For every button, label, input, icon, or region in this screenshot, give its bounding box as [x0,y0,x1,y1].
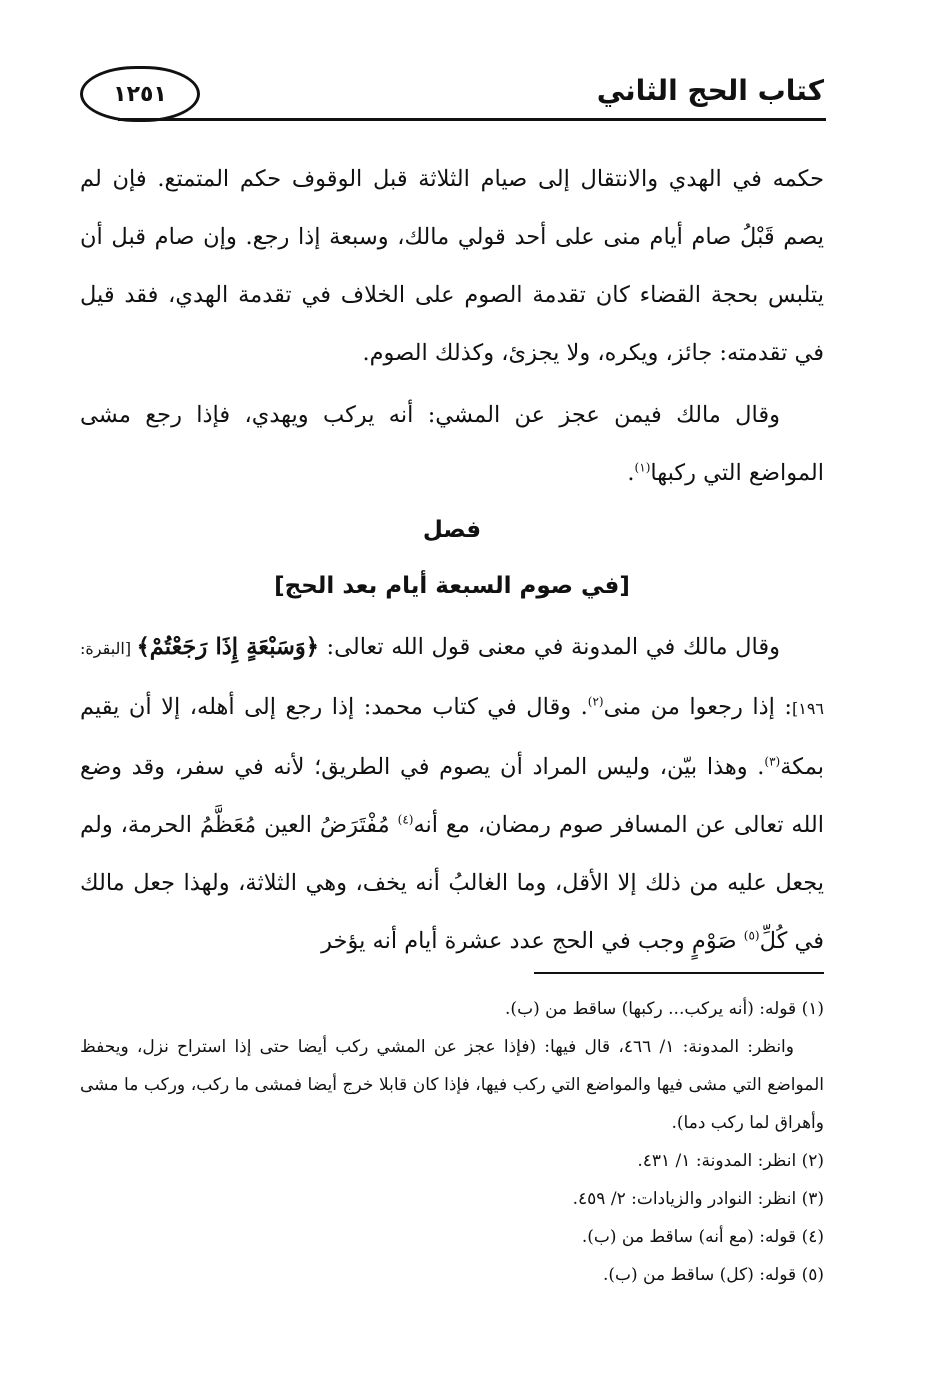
p3-text-4: . وهذا بيّن، وليس المراد أن يصوم في الطريق؛ لأنه في سفر، وقد وضع الله تعالى عن المسافر صوم رمضان، مع أنه [80,754,824,838]
p3-text-1: وقال مالك في المدونة في معنى قول الله تعالى: [318,634,780,660]
paragraph-2 [80,386,824,502]
p3-text-3: . وقال في كتاب محمد: إذا رجع إلى أهله، إلا أن يقيم بمكة [80,694,824,780]
book-title: كتاب الحج الثاني [596,74,824,107]
footnote-5: (٥) قوله: (كل) ساقط من (ب). [602,1265,824,1285]
footnotes [80,990,824,1294]
footnote-mark-3: (٣) [764,754,781,769]
paragraph-1: حكمه في الهدي والانتقال إلى صيام الثلاثة قبل الوقوف حكم المتمتع. فإن لم يصم قَبْلُ صام أيام منى على أحد قولي مالك، وسبعة إذا رجع. وإن صام قبل أن يتلبس بحجة القضاء كان تقدمة الصوم على الخلاف في تقدمة الهدي، فقد قيل في تقدمته: جائز، ويكره، ولا يجزئ، وكذلك الصوم. [80,166,824,366]
header-rule [118,118,826,121]
p3-text-5: مُفْتَرَضُ العين مُعَظَّمُ الحرمة، ولم يجعل عليه من ذلك إلا الأقل، وما الغالبُ أنه يخف، وهي الثلاثة، ولهذا جعل مالك في كُلِّ [80,812,824,954]
footnote-1-continuation: وانظر: المدونة: ١/ ٤٦٦، قال فيها: (فإذا عجز عن المشي ركب أيضا حتى إذا استراح نزل، ويحفظ المواضع التي مشى فيها والمواضع التي ركب فيها، فإذا كان قابلا خرج أيضا فمشى ما ركب، وركب ما مشى وأهراق لما ركب دما). [80,1037,824,1133]
quran-verse: ﴿وَسَبْعَةٍ إِذَا رَجَعْتُمْ﴾ [136,634,319,660]
p3-text-6: صَوْمٍ وجب في الحج عدد عشرة أيام أنه يؤخر [321,928,744,954]
paragraph-3 [80,618,824,970]
footnote-mark-1: (١) [634,460,651,475]
footnote-mark-2: (٢) [587,694,604,709]
footnote-mark-4: (٤) [397,812,414,827]
page-number: ١٢٥١ [113,81,167,107]
verse-reference: [البقرة: ١٩٦] [80,639,824,718]
footnote-2: (٢) انظر: المدونة: ١/ ٤٣١. [637,1151,824,1171]
footnote-4: (٤) قوله: (مع أنه) ساقط من (ب). [581,1227,824,1247]
p3-text-2: : إذا رجعوا من منى [603,694,792,720]
footnote-1: (١) قوله: (أنه يركب... ركبها) ساقط من (ب). [505,999,824,1019]
footnote-rule [534,972,824,974]
section-title: فصل [422,517,482,543]
page-number-badge [80,66,200,122]
footnote-mark-5: (٥) [743,928,760,943]
paragraph-2-text: وقال مالك فيمن عجز عن المشي: أنه يركب ويهدي، فإذا رجع مشى المواضع التي ركبها [80,402,824,486]
subsection-title: [في صوم السبعة أيام بعد الحج] [274,573,630,599]
main-text [80,150,824,970]
footnote-3: (٣) انظر: النوادر والزيادات: ٢/ ٤٥٩. [572,1189,824,1209]
paragraph-2-end: . [627,460,635,486]
